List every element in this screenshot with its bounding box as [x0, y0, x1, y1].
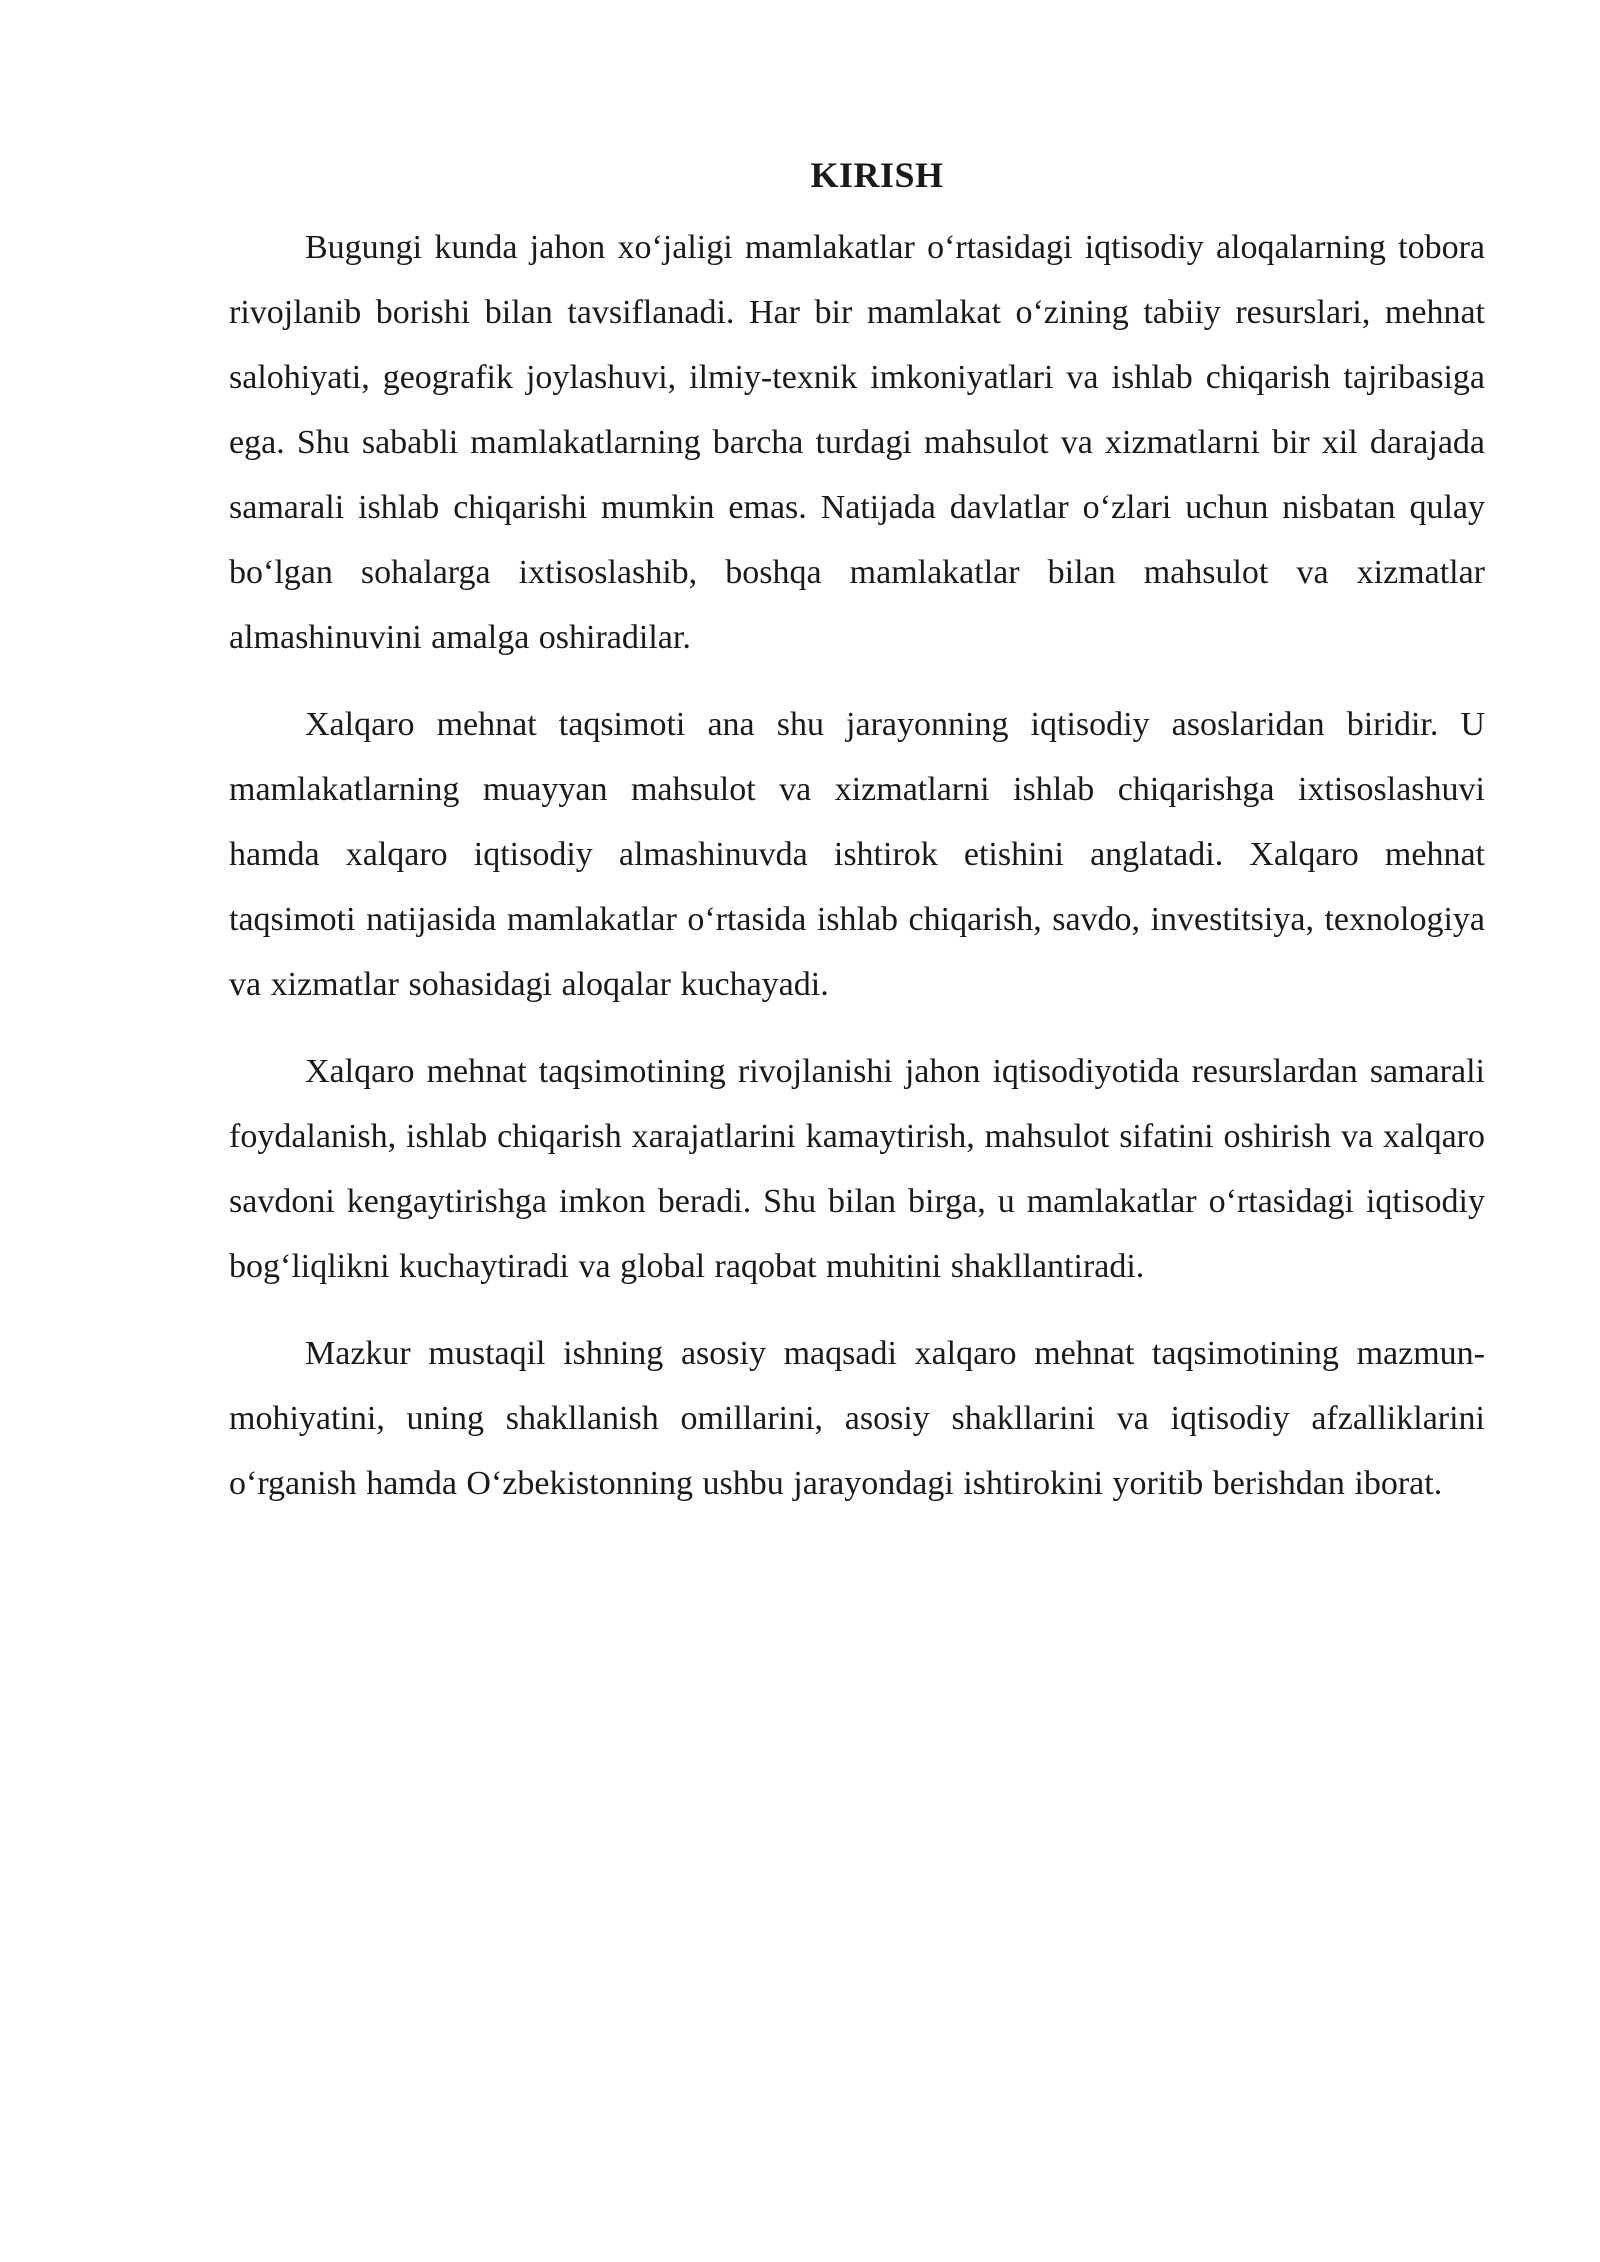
document-body — [229, 145, 1485, 1538]
section-heading: KIRISH — [810, 155, 944, 195]
paragraph-1: Bugungi kunda jahon xo‘jaligi mamlakatlar o‘rtasidagi iqtisodiy aloqalarning tobora rivojlanib borishi bilan tavsiflanadi. Har bir mamlakat o‘zining tabiiy resurslari, mehnat salohiyati, geografik joylashuvi, ilmiy-texnik imkoniyatlari va ishlab chiqarish tajribasiga ega. Shu sababli mamlakatlarning barcha turdagi mahsulot va xizmatlarni bir xil darajada samarali ishlab chiqarishi mumkin emas. Natijada davlatlar o‘zlari uchun nisbatan qulay bo‘lgan sohalarga ixtisoslashib, boshqa mamlakatlar bilan mahsulot va xizmatlar almashinuvini amalga oshiradilar. — [229, 229, 1485, 656]
paragraph-4: Mazkur mustaqil ishning asosiy maqsadi xalqaro mehnat taqsimotining mazmun-mohiyatini, uning shakllanish omillarini, asosiy shakllarini va iqtisodiy afzalliklarini o‘rganish hamda O‘zbekistonning ushbu jarayondagi ishtirokini yoritib berishdan iborat. — [229, 1335, 1485, 1502]
paragraph-2: Xalqaro mehnat taqsimoti ana shu jarayonning iqtisodiy asoslaridan biridir. U mamlakatlarning muayyan mahsulot va xizmatlarni ishlab chiqarishga ixtisoslashuvi hamda xalqaro iqtisodiy almashinuvda ishtirok etishini anglatadi. Xalqaro mehnat taqsimoti natijasida mamlakatlar o‘rtasida ishlab chiqarish, savdo, investitsiya, texnologiya va xizmatlar sohasidagi aloqalar kuchayadi. — [229, 706, 1485, 1003]
paragraph-3: Xalqaro mehnat taqsimotining rivojlanishi jahon iqtisodiyotida resurslardan samarali foydalanish, ishlab chiqarish xarajatlarini kamaytirish, mahsulot sifatini oshirish va xalqaro savdoni kengaytirishga imkon beradi. Shu bilan birga, u mamlakatlar o‘rtasidagi iqtisodiy bog‘liqlikni kuchaytiradi va global raqobat muhitini shakllantiradi. — [229, 1053, 1485, 1285]
